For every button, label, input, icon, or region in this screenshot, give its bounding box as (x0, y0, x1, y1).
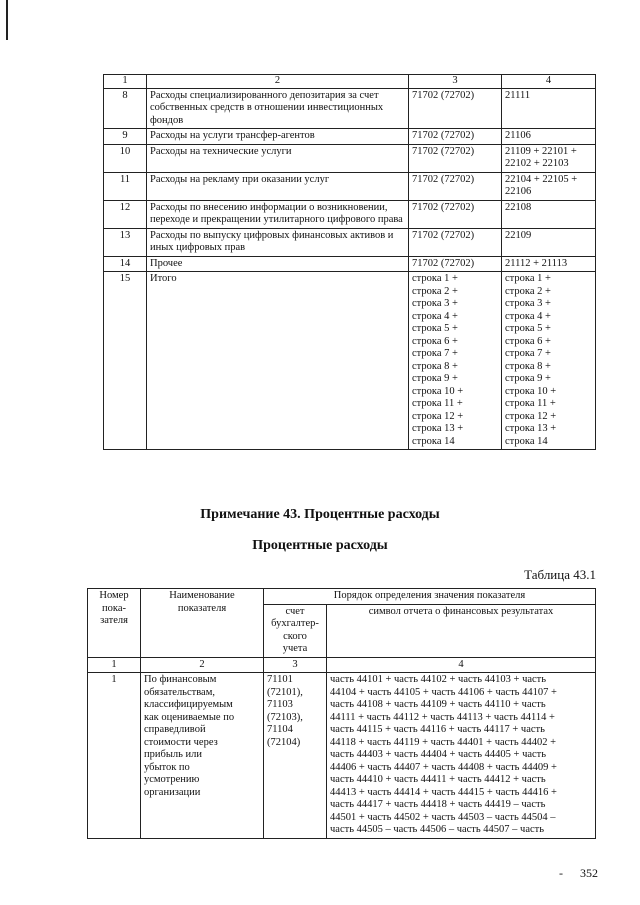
row-symbol: 21111 (502, 88, 596, 129)
row-symbol: 21112 + 21113 (502, 256, 596, 272)
row-name: Расходы на технические услуги (147, 144, 409, 172)
col-index-4: 4 (327, 657, 596, 673)
row-account: 71702 (72702) (409, 228, 502, 256)
section-title: Процентные расходы (252, 538, 388, 553)
table-row (104, 144, 596, 172)
row-number: 8 (104, 88, 147, 129)
page-number: 352 (580, 866, 598, 880)
table-row-total (104, 272, 596, 450)
col-index-4: 4 (502, 75, 596, 89)
table-row (88, 673, 596, 839)
row-name: Расходы по внесению информации о возникновении, переходе и прекращении утилитарного цифрового права (147, 200, 409, 228)
interest-expenses-table (87, 588, 596, 839)
row-account: 71702 (72702) (409, 88, 502, 129)
row-symbol: часть 44101 + часть 44102 + часть 44103 + часть 44104 + часть 44105 + часть 44106 + часть 44107 + часть 44108 + часть 44109 + часть 44110 + часть 44111 + часть 44112 + часть 44113 + часть 44114 + часть 44115 + часть 44116 + часть 44117 + часть 44118 + часть 44119 + часть 44401 + часть 44402 + часть 44403 + часть 44404 + часть 44405 + часть 44406 + часть 44407 + часть 44408 + часть 44409 + часть 44410 + часть 44411 + часть 44412 + часть 44413 + часть 44414 + часть 44415 + часть 44416 + часть 44417 + часть 44418 + часть 44419 – часть 44501 + часть 44502 + часть 44503 – часть 44504 – часть 44505 – часть 44506 – часть 44507 – часть (327, 673, 596, 839)
note-title: Примечание 43. Процентные расходы (200, 507, 440, 522)
table-header-row (104, 75, 596, 89)
row-number: 11 (104, 172, 147, 200)
margin-line (6, 0, 8, 40)
row-number: 14 (104, 256, 147, 272)
row-name: Расходы специализированного депозитария за счет собственных средств в отношении инвестиционных фондов (147, 88, 409, 129)
col-index-3: 3 (409, 75, 502, 89)
row-account: 71702 (72702) (409, 256, 502, 272)
col-index-1: 1 (88, 657, 141, 673)
row-name: Прочее (147, 256, 409, 272)
footer-dash: - (559, 866, 563, 880)
page-footer (559, 866, 598, 881)
col-index-2: 2 (147, 75, 409, 89)
table-row (104, 172, 596, 200)
row-account: 71702 (72702) (409, 129, 502, 145)
table-row (104, 129, 596, 145)
table-index-row (88, 657, 596, 673)
row-account: 71101 (72101), 71103 (72103), 71104 (72104) (264, 673, 327, 839)
row-name: Расходы на услуги трансфер-агентов (147, 129, 409, 145)
row-symbol: строка 1 + строка 2 + строка 3 + строка 4 + строка 5 + строка 6 + строка 7 + строка 8 + строка 9 + строка 10 + строка 11 + строка 12 + строка 13 + строка 14 (502, 272, 596, 450)
table-row (104, 88, 596, 129)
row-account: строка 1 + строка 2 + строка 3 + строка 4 + строка 5 + строка 6 + строка 7 + строка 8 + строка 9 + строка 10 + строка 11 + строка 12 + строка 13 + строка 14 (409, 272, 502, 450)
row-name: Расходы на рекламу при оказании услуг (147, 172, 409, 200)
row-symbol: 21106 (502, 129, 596, 145)
row-symbol: 21109 + 22101 + 22102 + 22103 (502, 144, 596, 172)
row-name: Итого (147, 272, 409, 450)
table-row (104, 256, 596, 272)
header-name: Наименование показателя (141, 589, 264, 658)
col-index-1: 1 (104, 75, 147, 89)
table-caption: Таблица 43.1 (524, 567, 596, 582)
row-number: 10 (104, 144, 147, 172)
row-name: Расходы по выпуску цифровых финансовых активов и иных цифровых прав (147, 228, 409, 256)
row-symbol: 22108 (502, 200, 596, 228)
row-account: 71702 (72702) (409, 200, 502, 228)
expenses-table (103, 74, 596, 450)
row-number: 13 (104, 228, 147, 256)
col-index-2: 2 (141, 657, 264, 673)
row-number: 9 (104, 129, 147, 145)
table-row (104, 228, 596, 256)
header-order: Порядок определения значения показателя (264, 589, 596, 605)
row-number: 1 (88, 673, 141, 839)
header-symbol: символ отчета о финансовых результатах (327, 604, 596, 657)
table-row (104, 200, 596, 228)
row-number: 15 (104, 272, 147, 450)
table-header-row (88, 589, 596, 605)
header-number: Номер пока- зателя (88, 589, 141, 658)
header-account: счет бухгалтер- ского учета (264, 604, 327, 657)
row-symbol: 22104 + 22105 + 22106 (502, 172, 596, 200)
row-name: По финансовым обязательствам, классифицируемым как оцениваемые по справедливой стоимости через прибыль или убыток по усмотрению организации (141, 673, 264, 839)
row-account: 71702 (72702) (409, 172, 502, 200)
col-index-3: 3 (264, 657, 327, 673)
row-symbol: 22109 (502, 228, 596, 256)
row-account: 71702 (72702) (409, 144, 502, 172)
row-number: 12 (104, 200, 147, 228)
